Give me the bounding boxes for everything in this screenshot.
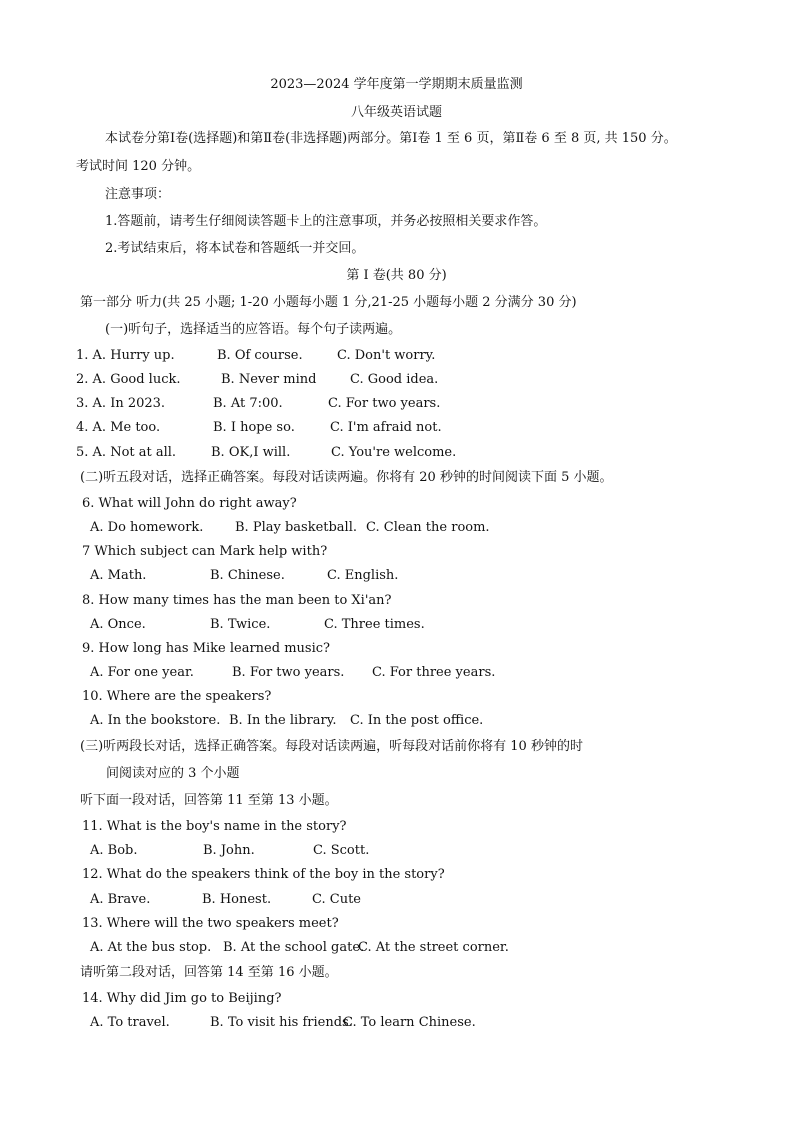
q8-stem: 8. How many times has the man been to Xi'an?	[82, 593, 392, 608]
intro-line-2: 考试时间 120 分钟。	[76, 159, 201, 174]
q4-option-b: B. I hope so.	[213, 420, 295, 435]
dialog2-instruction: 请听第二段对话，回答第 14 至第 16 小题。	[80, 965, 338, 980]
q13-stem: 13. Where will the two speakers meet?	[82, 916, 339, 931]
q8-option-b: B. Twice.	[210, 617, 271, 632]
q11-option-c: C. Scott.	[313, 843, 370, 858]
exam-title: 2023—2024 学年度第一学期期末质量监测	[270, 77, 523, 92]
q6-option-c: C. Clean the room.	[366, 520, 490, 535]
q8-option-a: A. Once.	[90, 617, 146, 632]
q6-option-b: B. Play basketball.	[235, 520, 358, 535]
q13-option-a: A. At the bus stop.	[90, 940, 212, 955]
q1-option-b: B. Of course.	[217, 348, 303, 363]
q5-option-c: C. You're welcome.	[331, 445, 457, 460]
q3-option-c: C. For two years.	[328, 396, 441, 411]
q7-option-b: B. Chinese.	[210, 568, 285, 583]
notice-title: 注意事项：	[105, 187, 171, 202]
q12-stem: 12. What do the speakers think of the boy in the story?	[82, 867, 445, 882]
section1-heading: (一)听句子，选择适当的应答语。每个句子读两遍。	[105, 322, 402, 337]
exam-subtitle: 八年级英语试题	[350, 105, 442, 120]
q2-option-b: B. Never mind	[221, 372, 317, 387]
q14-option-b: B. To visit his friends.	[210, 1015, 353, 1030]
q14-option-c: C. To learn Chinese.	[343, 1015, 476, 1030]
q5-option-b: B. OK,I will.	[211, 445, 291, 460]
q2-option-a: 2. A. Good luck.	[76, 372, 181, 387]
q10-stem: 10. Where are the speakers?	[82, 689, 272, 704]
q11-stem: 11. What is the boy's name in the story?	[82, 819, 347, 834]
q14-stem: 14. Why did Jim go to Beijing?	[82, 991, 282, 1006]
notice-2: 2.考试结束后，将本试卷和答题纸一并交回。	[105, 241, 365, 256]
q12-option-a: A. Brave.	[90, 892, 151, 907]
q12-option-b: B. Honest.	[202, 892, 272, 907]
section2-heading: (二)听五段对话，选择正确答案。每段对话读两遍。你将有 20 秒钟的时间阅读下面 5 小题。	[80, 470, 613, 485]
q5-option-a: 5. A. Not at all.	[76, 445, 177, 460]
q6-option-a: A. Do homework.	[90, 520, 204, 535]
q1-option-a: 1. A. Hurry up.	[76, 348, 175, 363]
q14-option-a: A. To travel.	[90, 1015, 170, 1030]
q11-option-b: B. John.	[203, 843, 255, 858]
q11-option-a: A. Bob.	[90, 843, 138, 858]
section3-heading: (三)听两段长对话，选择正确答案。每段对话读两遍，听每段对话前你将有 10 秒钟的时	[80, 739, 583, 754]
q7-option-c: C. English.	[327, 568, 399, 583]
q13-option-c: C. At the street corner.	[358, 940, 509, 955]
q2-option-c: C. Good idea.	[350, 372, 439, 387]
q4-option-c: C. I'm afraid not.	[330, 420, 442, 435]
q7-option-a: A. Math.	[90, 568, 147, 583]
q8-option-c: C. Three times.	[324, 617, 425, 632]
volume-heading: 第 Ⅰ 卷(共 80 分)	[346, 268, 447, 283]
q9-stem: 9. How long has Mike learned music?	[82, 641, 330, 656]
q9-option-a: A. For one year.	[90, 665, 194, 680]
part1-heading: 第一部分 听力(共 25 小题; 1-20 小题每小题 1 分,21-25 小题每小题 2 分满分 30 分)	[80, 295, 577, 310]
intro-line-1: 本试卷分第Ⅰ卷(选择题)和第Ⅱ卷(非选择题)两部分。第Ⅰ卷 1 至 6 页，第Ⅱ卷 6 至 8 页, 共 150 分。	[105, 131, 677, 146]
q9-option-c: C. For three years.	[372, 665, 496, 680]
q10-option-b: B. In the library.	[229, 713, 337, 728]
q4-option-a: 4. A. Me too.	[76, 420, 161, 435]
q3-option-a: 3. A. In 2023.	[76, 396, 166, 411]
q9-option-b: B. For two years.	[232, 665, 345, 680]
dialog1-instruction: 听下面一段对话，回答第 11 至第 13 小题。	[80, 793, 338, 808]
q6-stem: 6. What will John do right away?	[82, 496, 297, 511]
q12-option-c: C. Cute	[312, 892, 361, 907]
q13-option-b: B. At the school gate.	[223, 940, 365, 955]
q7-stem: 7 Which subject can Mark help with?	[82, 544, 328, 559]
q1-option-c: C. Don't worry.	[337, 348, 436, 363]
q3-option-b: B. At 7:00.	[213, 396, 283, 411]
q10-option-a: A. In the bookstore.	[90, 713, 221, 728]
notice-1: 1.答题前，请考生仔细阅读答题卡上的注意事项，并务必按照相关要求作答。	[105, 214, 547, 229]
section3-heading-cont: 间阅读对应的 3 个小题	[106, 766, 240, 781]
q10-option-c: C. In the post office.	[350, 713, 484, 728]
